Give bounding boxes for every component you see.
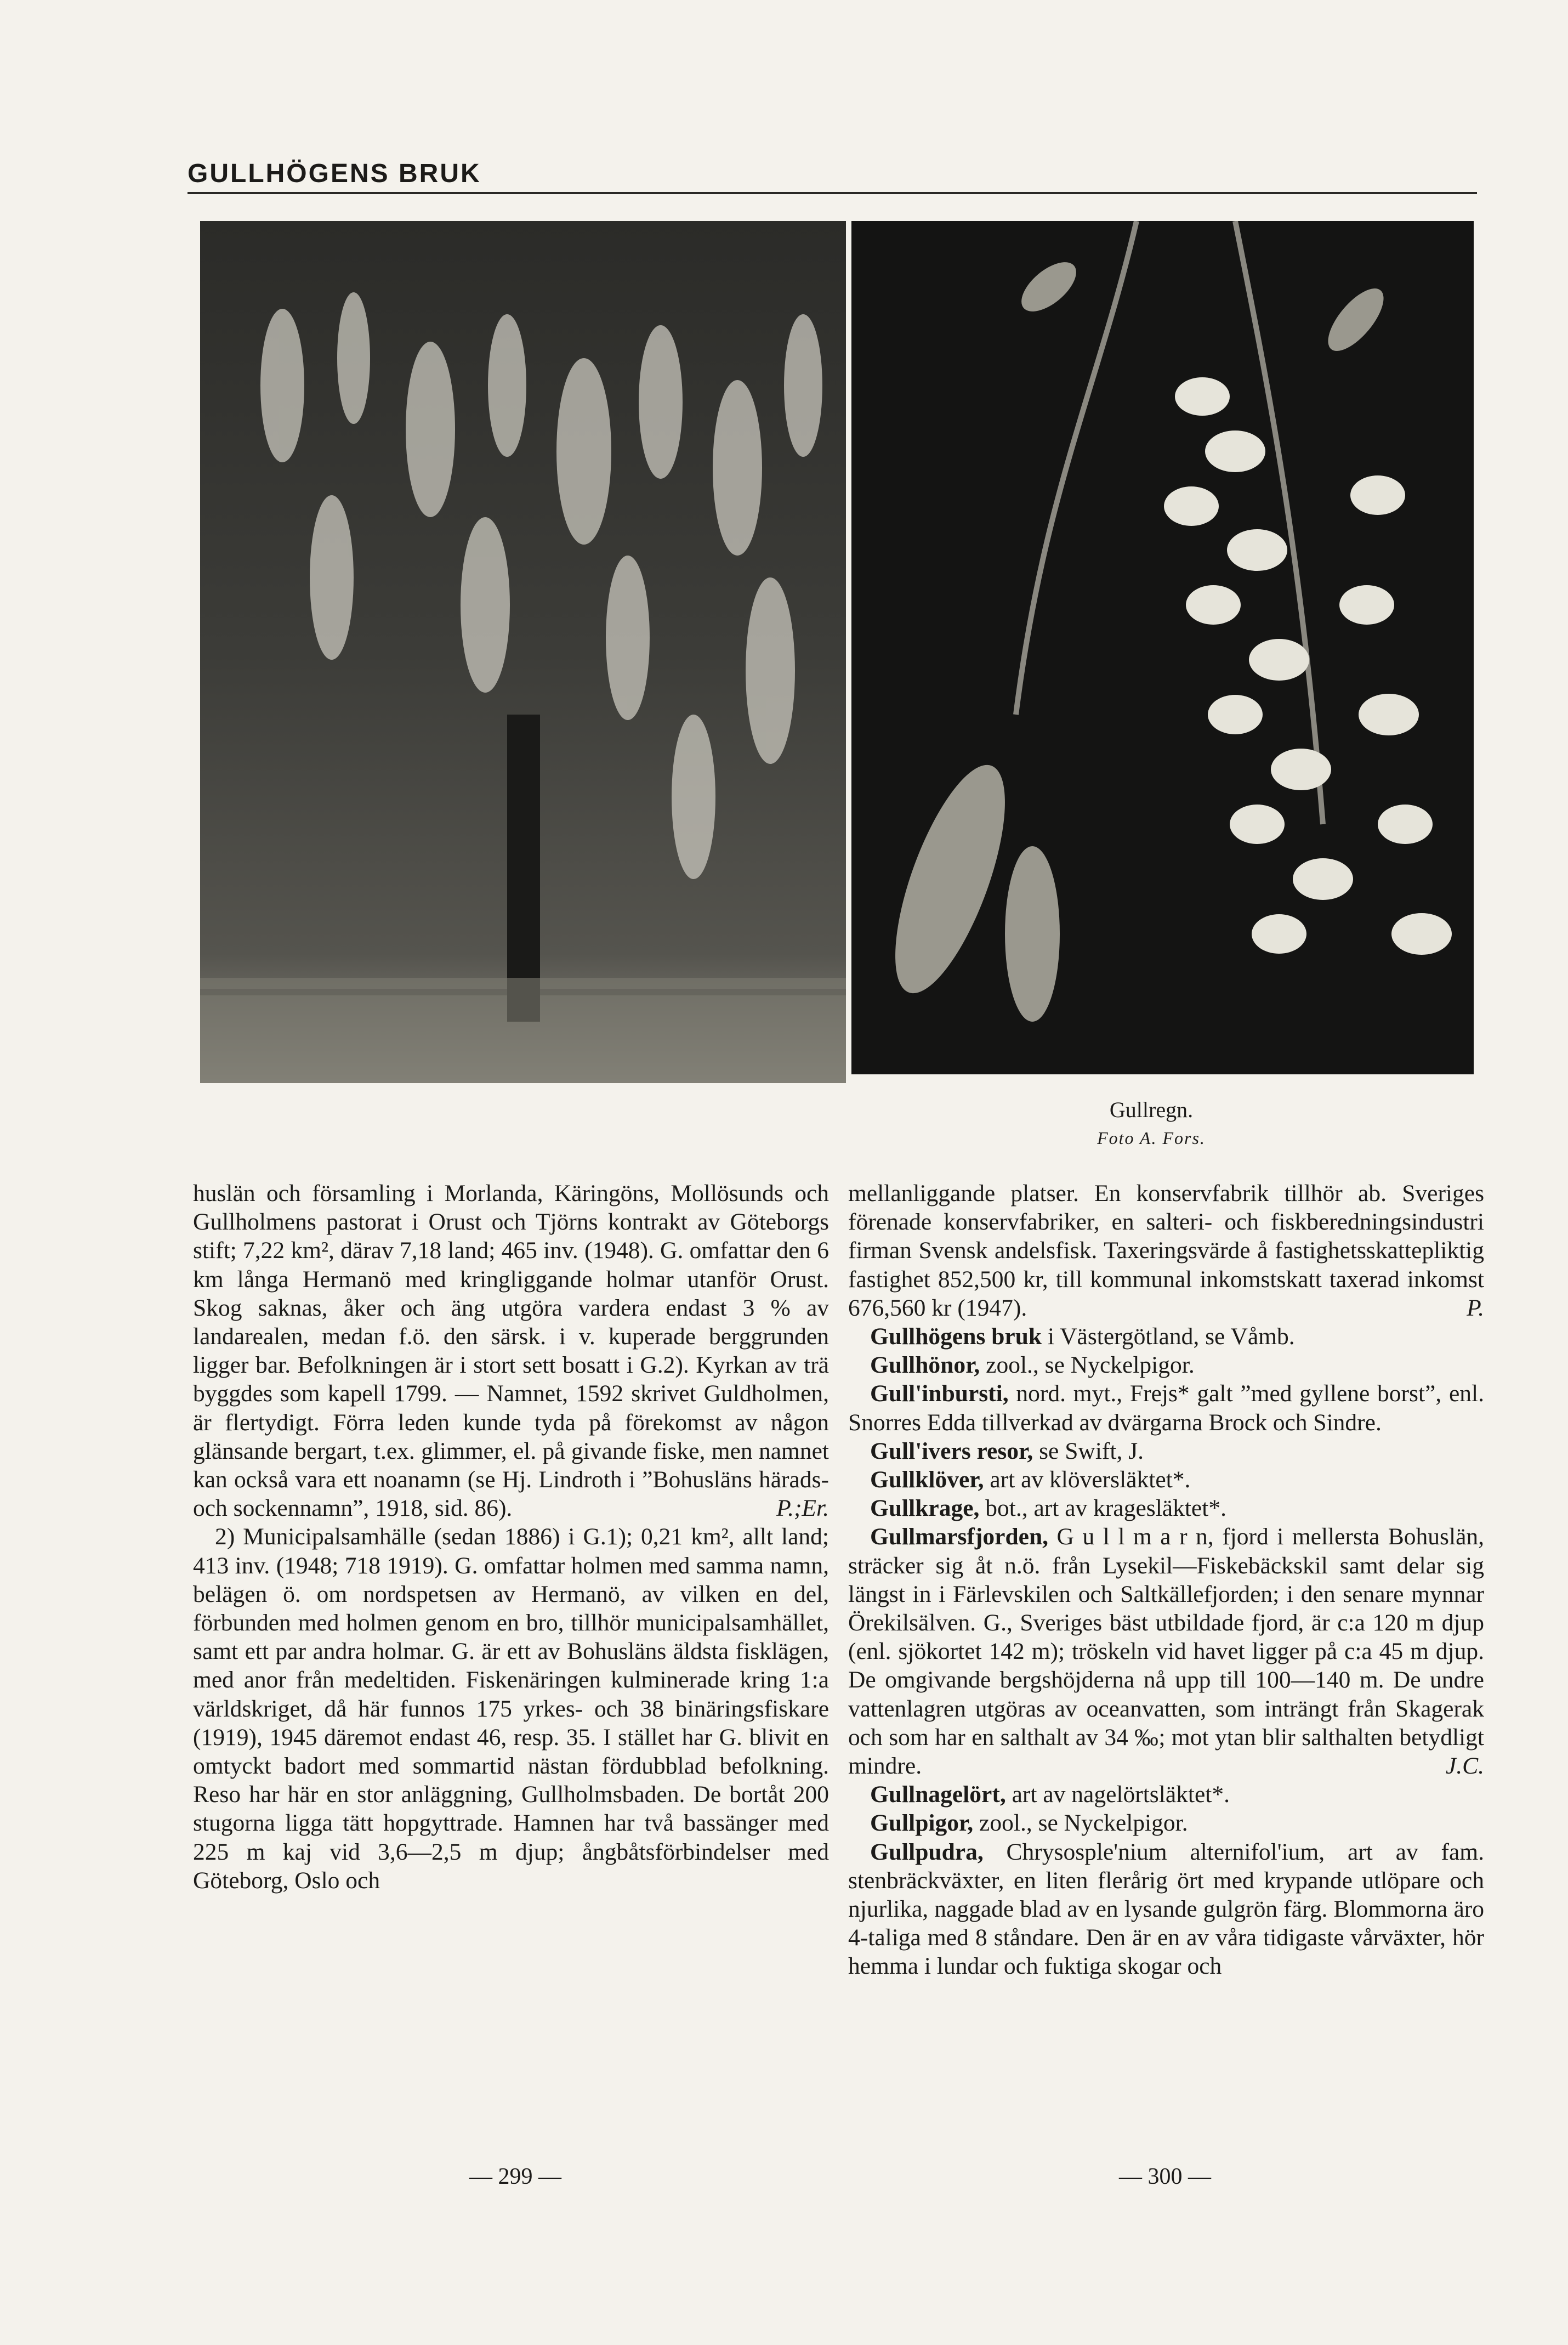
- entry: Gullhögens bruk i Västergötland, se Våmb.: [870, 1323, 1295, 1350]
- entry: Gullpudra, Chrysosple'nium alternifol'ium, art av fam. stenbräckväxter, en liten flerårig ört med krypande utlöpare och njurlika, naggade blad av en lysande gulgrön färg. Blommorna äro 4-taliga med 8 ståndare. Den är en av våra tidigaste vårväxter, hör hemma i lundar och fuktiga skogar och: [848, 1838, 1484, 1980]
- entry: Gullpigor, zool., se Nyckelpigor.: [870, 1810, 1188, 1837]
- paragraph: mellanliggande platser. En konservfabrik tillhör ab. Sveriges förenade konservfabriker, en salteri- och fiskberedningsindustri firman Svensk andelsfisk. Taxeringsvärde å fastighetsskattepliktig fastighet 852,500 kr, till kommunal inkomstskatt taxerad inkomst 676,560 kr (1947). P.: [848, 1179, 1484, 1322]
- entry: Gull'ivers resor, se Swift, J.: [870, 1437, 1144, 1464]
- paragraph: 2) Municipalsamhälle (sedan 1886) i G.1); 0,21 km², allt land; 413 inv. (1948; 718 1919). G. omfattar holmen med samma namn, belägen ö. om nordspetsen av Hermanö, av vilken en del, förbunden med holmen genom en bro, tillhör municipalsamhället, samt ett par andra holmar. G. är ett av Bohusläns äldsta fisklägen, med anor från medeltiden. Fiskenäringen kulminerade kring 1:a världskriget, då här funnos 175 yrkes- och 38 binäringsfiskare (1919), 1945 däremot endast 46, resp. 35. I stället har G. blivit en omtyckt badort med sommartid nästan fördubblad befolkning. Reso har här en stor anläggning, Gullholmsbaden. De bortåt 200 stugorna ligga tätt hopgyttrade. Hamnen har två bassänger med 225 m kaj vid 3,6—2,5 m djup; ångbåtsförbindelser med Göteborg, Oslo och: [193, 1523, 829, 1894]
- header-title: GULLHÖGENS BRUK: [188, 159, 481, 188]
- author-signature: P.;Er.: [776, 1495, 829, 1522]
- entry: Gullnagelört, art av nagelörtsläktet*.: [870, 1781, 1230, 1808]
- running-header: [188, 158, 1477, 194]
- entry: Gullhönor, zool., se Nyckelpigor.: [870, 1352, 1195, 1379]
- entry: Gull'inbursti, nord. myt., Frejs* galt ”med gyllene borst”, enl. Snorres Edda tillverkad av dvärgarna Brock och Sindre.: [848, 1380, 1484, 1436]
- left-text-column: [193, 1179, 829, 1895]
- page-number-right: — 300 —: [1119, 2164, 1211, 2189]
- laburnum-flower-cluster-photo: [851, 221, 1474, 1074]
- page-number-left: — 299 —: [469, 2164, 561, 2189]
- figure-caption: [1042, 1097, 1261, 1148]
- right-text-column: [848, 1179, 1484, 1981]
- paragraph: huslän och församling i Morlanda, Käringöns, Mollösunds och Gullholmens pastorat i Orust och Tjörns kontrakt av Göteborgs stift; 7,22 km², därav 7,18 land; 465 inv. (1948). G. omfattar den 6 km långa Hermanö med kringliggande holmar utanför Orust. Skog saknas, åker och äng utgöra vardera endast 3 % av landarealen, medan f.ö. den särsk. i v. kuperade berggrunden ligger bar. Befolkningen är i stort sett bosatt i G.2). Kyrkan av trä byggdes som kapell 1799. — Namnet, 1592 skrivet Guldholmen, är flertydigt. Förra leden kunde tyda på förekomst av någon glänsande bergart, t.ex. glimmer, el. på givande fiske, men namnet kan också vara ett noanamn (se Hj. Lindroth i ”Bohusläns härads- och sockennamn”, 1918, sid. 86). P.;Er.: [193, 1179, 829, 1522]
- entry: Gullkrage, bot., art av kragesläktet*.: [870, 1495, 1226, 1522]
- laburnum-tree-photo: [200, 221, 846, 1083]
- entry: Gullmarsfjorden, G u l l m a r n, fjord i mellersta Bohuslän, sträcker sig åt n.ö. från Lysekil—Fiskebäckskil samt delar sig längst in i Färlevskilen och Saltkällefjorden; i den senare mynnar Örekilsälven. G., Sveriges bäst utbildade fjord, är c:a 120 m djup (enl. sjökortet 142 m); tröskeln vid havet ligger på c:a 45 m djup. De omgivande bergshöjderna nå upp till 100—140 m. De undre vattenlagren utgöras av oceanvatten, som inträngt från Skagerak och som har en salthalt av 34 ‰; mot ytan blir salthalten betydligt mindre. J.C.: [848, 1522, 1484, 1780]
- author-signature: J.C.: [1445, 1753, 1484, 1780]
- entry: Gullklöver, art av klöversläktet*.: [870, 1466, 1191, 1493]
- caption-title: Gullregn.: [1109, 1097, 1194, 1122]
- photo-credit: Foto A. Fors.: [1097, 1128, 1206, 1148]
- author-signature: P.: [1467, 1294, 1484, 1321]
